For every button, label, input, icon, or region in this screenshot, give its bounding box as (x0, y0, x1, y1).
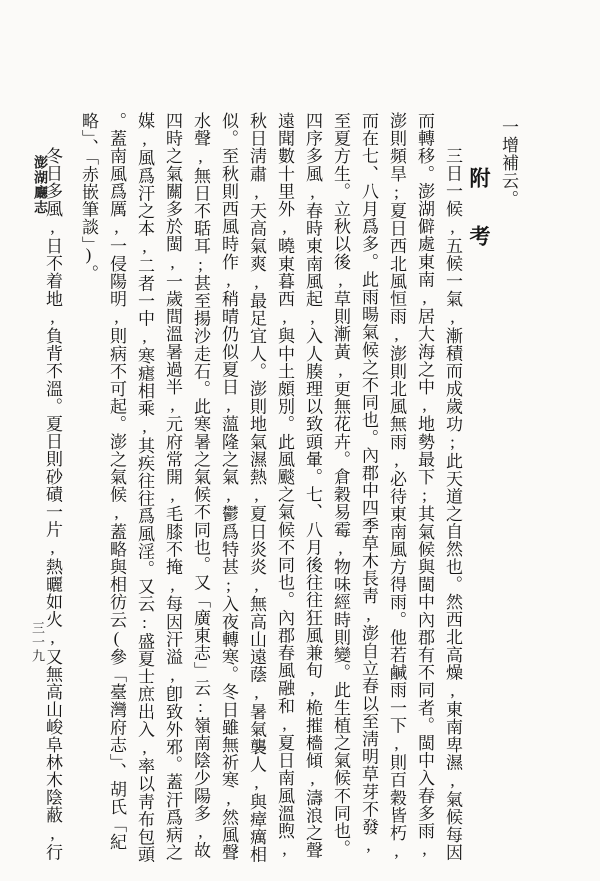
text-column: 秋日淸肅,天高氣爽,最足宜人。澎則地氣濕熱,夏日炎炎,無高山遠蔭,暑氣襲人,與瘴癘相 (247, 112, 266, 864)
opening-column: 一增補云。 (499, 118, 518, 208)
book-title: 澎湖廳志 (32, 155, 47, 215)
text-column: 而轉移。澎湖僻處東南,居大海之中,地勢最下;其氣候與閩中內郡有不同者。閩中入春多雨, (415, 112, 434, 860)
text-column: 媒,風爲汗之本,二者一中,寒瘧相乘,其疾往往爲風淫。又云:盛夏士庶出入,率以靑布包頭 (135, 112, 154, 864)
text-column: 至夏方生。立秋以後,草則漸黃,更無花卉。倉穀易霉,物味經時則變。此生植之氣候不同也。 (331, 112, 350, 858)
text-column: 而在七、八月爲多。此雨暘氣候之不同也。內郡中四季草木長靑,澎自立春以至淸明草芽不發, (359, 112, 378, 856)
section-heading: 附 考 (467, 167, 491, 248)
text-column: 冬日多風,日不着地,負背不溫。夏日則砂磧一片,熱曬如火,又無高山峻阜林木陰蔽,行 (43, 146, 62, 861)
text-column: 水聲,無日不聒耳;甚至揚沙走石。此寒暑之氣候不同也。又「廣東志」云:嶺南陰少陽多,故 (191, 112, 210, 860)
text-column: 四時之氣關多於閩,一歲間溫暑過半,元府常開,毛膝不掩,每因汗溢,卽致外邪。蓋汗爲病之 (163, 112, 182, 862)
text-column: 。蓋南風爲厲,一侵陽明,則病不可起。澎之氣候,蓋略與相彷云(參「臺灣府志」、胡氏「紀 (107, 112, 126, 851)
text-column: 三日一候,五候一氣,漸積而成歲功;此天道之自然也。然西北高燥,東南卑濕,氣候每因 (443, 146, 462, 861)
text-column: 澎則頻旱;夏日西北風恒雨,澎則北風無雨,必待東南風方得雨。他若鹹雨一下,則百穀皆朽, (387, 112, 406, 862)
text-column: 略」、「赤嵌筆談」)。 (79, 112, 98, 283)
page-number: 三一九 (30, 621, 45, 663)
text-column: 四序多風,春時東南風起,入人腠理以致頭暈。七、八月後往往狂風兼旬,桅摧檣傾,濤浪之聲 (303, 112, 322, 860)
text-column: 似。至秋則西風時作,稍晴仍似夏日,薀隆之氣,鬱爲特甚;入夜轉寒。冬日雖無祈寒,然風聲 (219, 112, 238, 862)
text-column: 遠聞數十里外,曉東暮西,與中土頗別。此風颷之氣候不同也。內郡春風融和,夏日南風溫煦, (275, 112, 294, 860)
